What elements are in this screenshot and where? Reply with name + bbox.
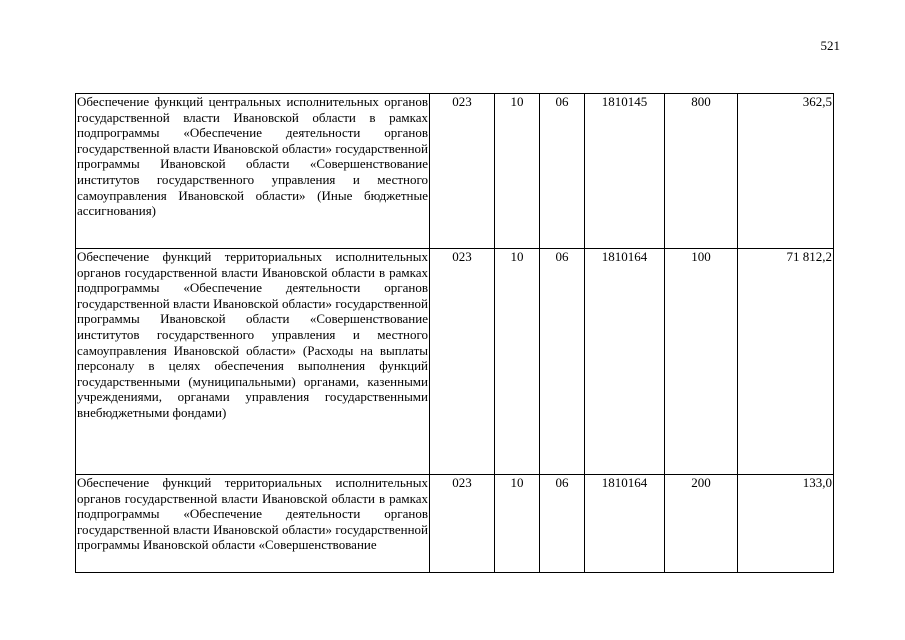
expense-type-code: 100 (665, 249, 738, 475)
expense-type-code: 200 (665, 475, 738, 573)
amount-value: 362,5 (738, 94, 834, 249)
amount-value: 71 812,2 (738, 249, 834, 475)
table-row (76, 475, 834, 573)
budget-table (75, 93, 834, 573)
ministry-code: 023 (430, 475, 495, 573)
target-item-code: 1810145 (585, 94, 665, 249)
subsection-code: 06 (540, 475, 585, 573)
table-row (76, 249, 834, 475)
section-code: 10 (495, 249, 540, 475)
subsection-code: 06 (540, 249, 585, 475)
target-item-code: 1810164 (585, 249, 665, 475)
row-description: Обеспечение функций территориальных исполнительных органов государственной власти Ивановской области в рамках подпрограммы «Обеспечение деятельности органов государственной власти Ивановской области» государственной программы Ивановской области «Совершенствование институтов государственного управления и местного самоуправления Ивановской области» (Расходы на выплаты персоналу в целях обеспечения выполнения функций государственными (муниципальными) органами, казенными учреждениями, органами управления государственными внебюджетными фондами) (76, 249, 430, 475)
subsection-code: 06 (540, 94, 585, 249)
ministry-code: 023 (430, 94, 495, 249)
amount-value: 133,0 (738, 475, 834, 573)
ministry-code: 023 (430, 249, 495, 475)
row-description: Обеспечение функций центральных исполнительных органов государственной власти Ивановской области в рамках подпрограммы «Обеспечение деятельности органов государственной власти Ивановской области» государственной программы Ивановской области «Совершенствование институтов государственного управления и местного самоуправления Ивановской области» (Иные бюджетные ассигнования) (76, 94, 430, 249)
section-code: 10 (495, 94, 540, 249)
page-number: 521 (820, 38, 840, 53)
row-description: Обеспечение функций территориальных исполнительных органов государственной власти Ивановской области в рамках подпрограммы «Обеспечение деятельности органов государственной власти Ивановской области» государственной программы Ивановской области «Совершенствование (76, 475, 430, 573)
expense-type-code: 800 (665, 94, 738, 249)
target-item-code: 1810164 (585, 475, 665, 573)
section-code: 10 (495, 475, 540, 573)
table-row (76, 94, 834, 249)
